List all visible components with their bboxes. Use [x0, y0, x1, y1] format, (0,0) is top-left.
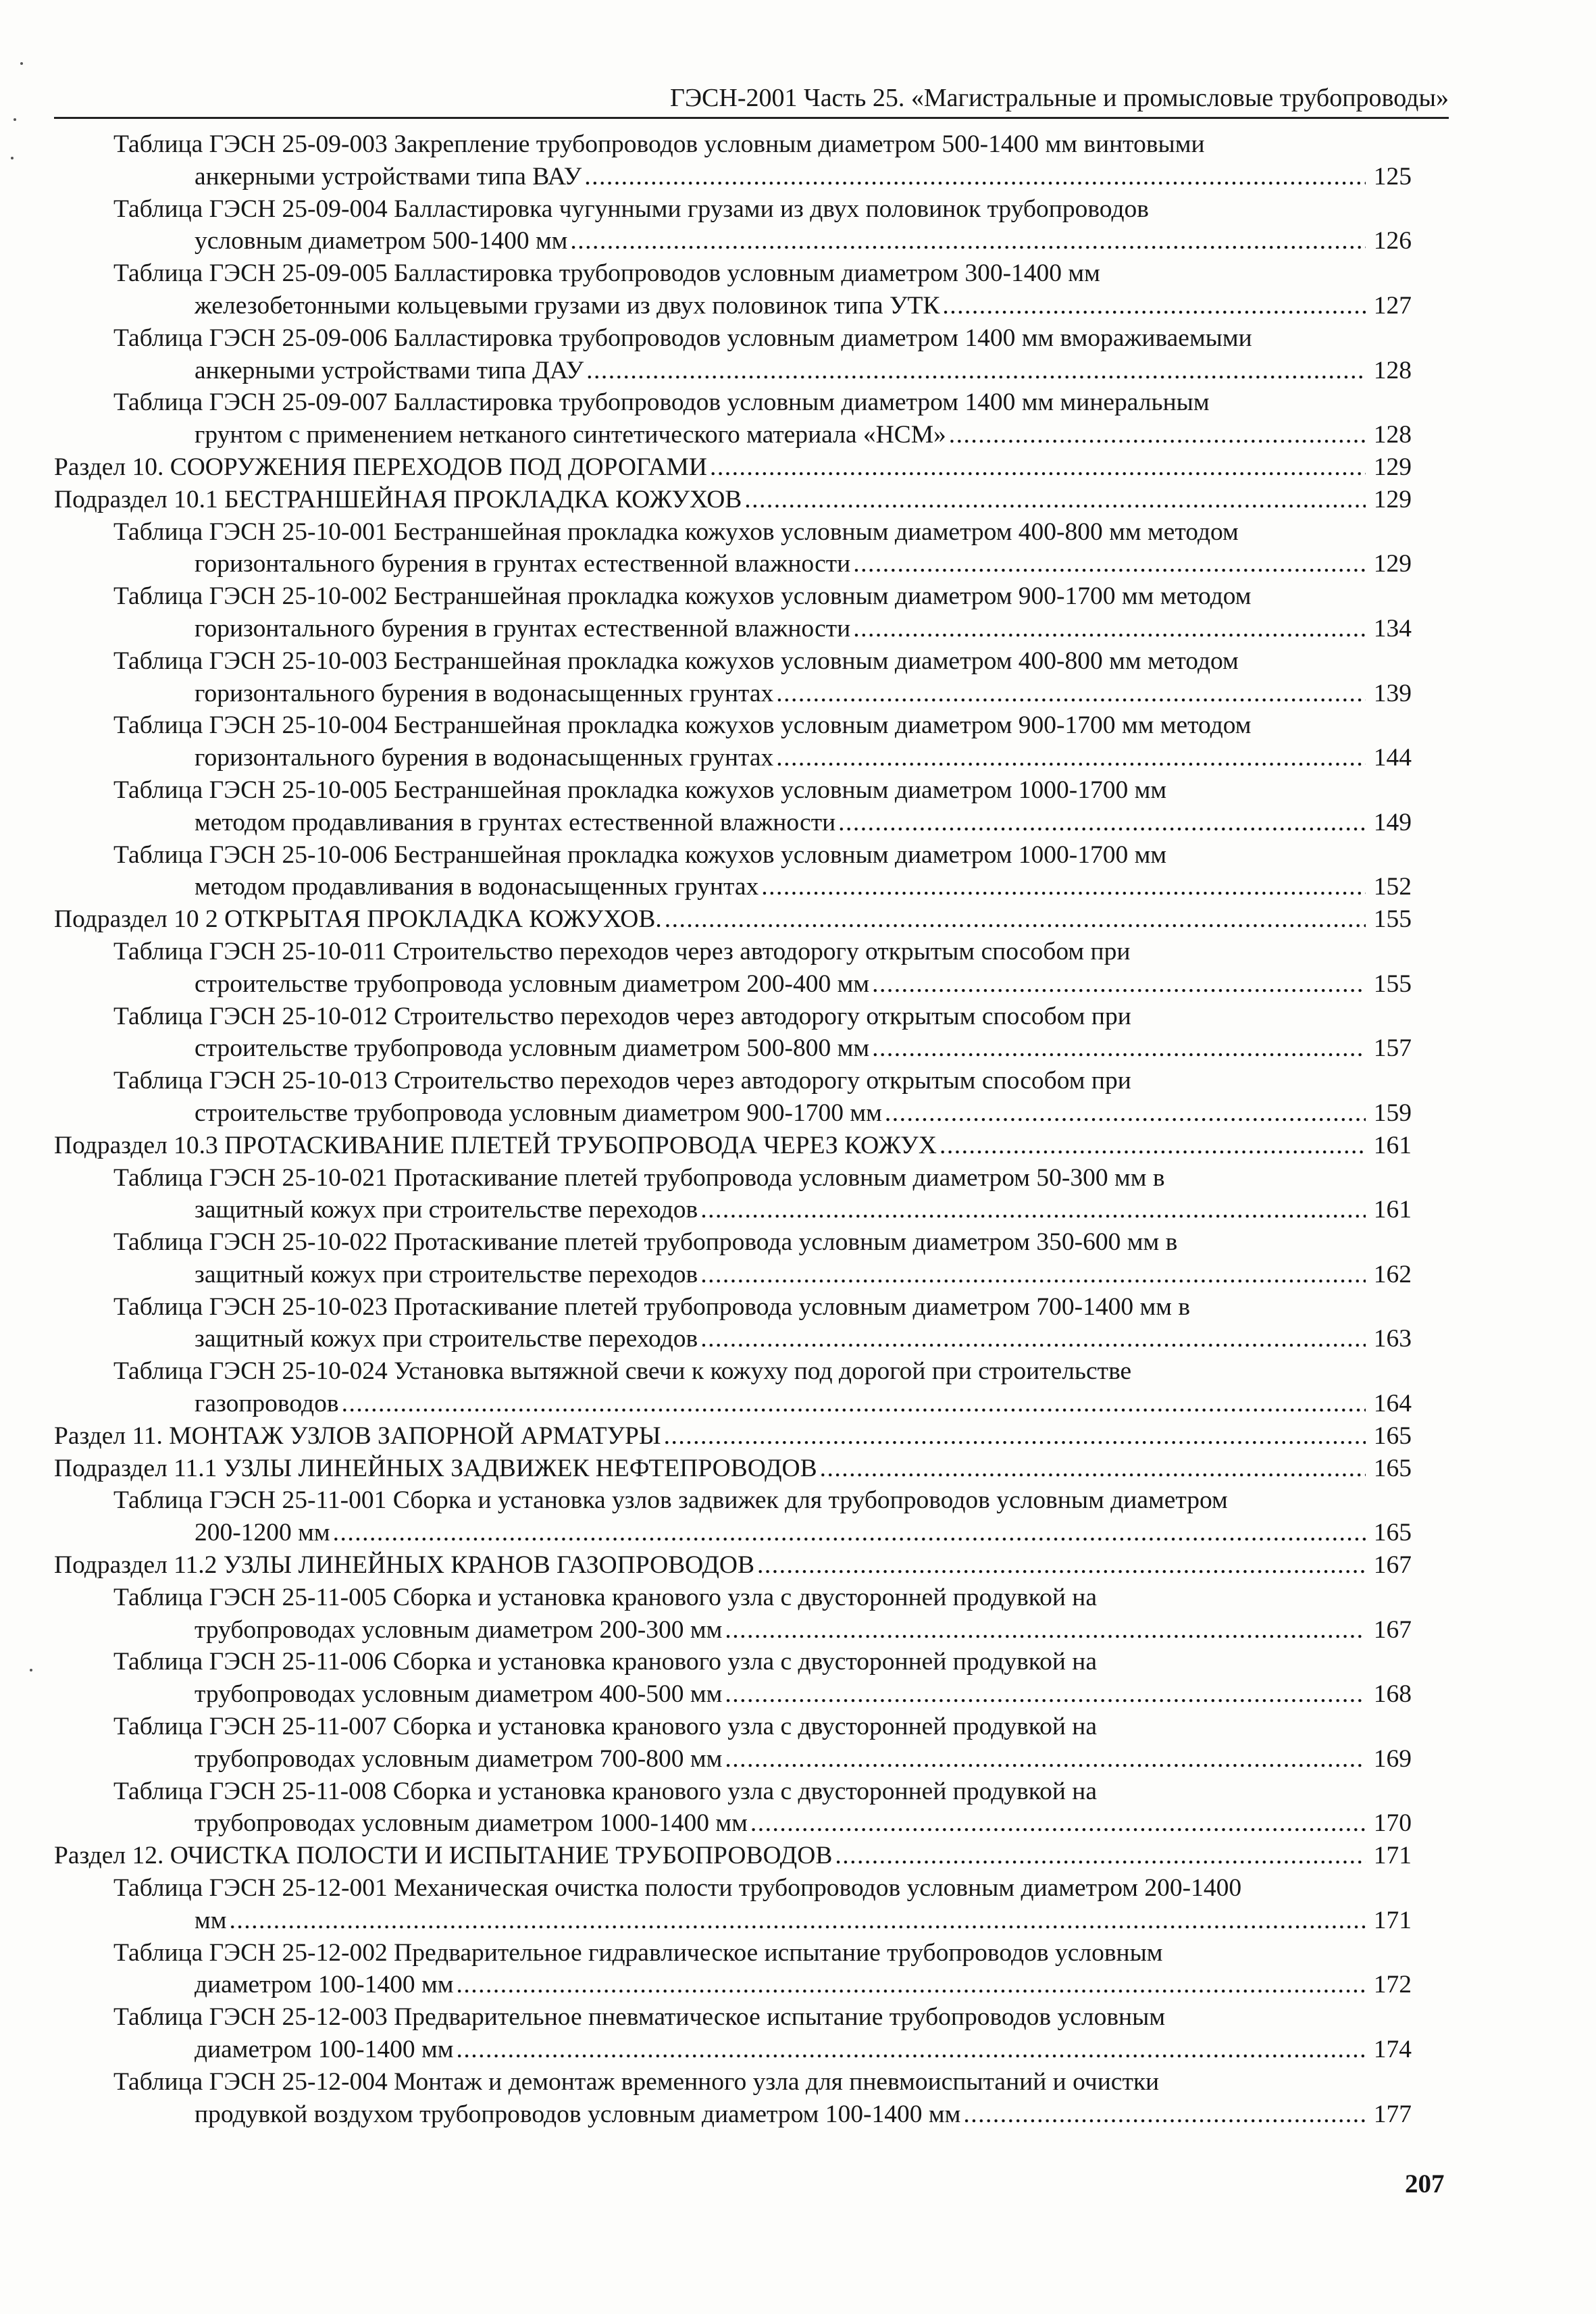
toc-entry-line	[54, 1097, 1412, 1130]
toc-entry-section	[54, 1420, 1412, 1453]
toc-entry-text: Подраздел 10.1 БЕСТРАНШЕЙНАЯ ПРОКЛАДКА КОЖУХОВ	[54, 485, 742, 513]
toc-entry-text: Таблица ГЭСН 25-11-008 Сборка и установка кранового узла с двусторонней продувкой на	[113, 1777, 1098, 1805]
dot-leader	[586, 355, 1366, 387]
toc-entry-text: Таблица ГЭСН 25-09-004 Балластировка чугунными грузами из двух половинок трубопроводов	[113, 195, 1149, 223]
toc-entry-text: грунтом с применением нетканого синтетического материала «НСМ»	[195, 421, 946, 449]
toc-entry-line	[54, 613, 1412, 645]
toc-page-number: 177	[1373, 2100, 1412, 2128]
toc-entry-text: условным диаметром 500-1400 мм	[195, 227, 568, 255]
toc-page-number: 169	[1373, 1744, 1412, 1773]
toc-page-number: 170	[1373, 1809, 1412, 1838]
dot-leader	[776, 742, 1366, 774]
toc-entry-text: мм	[195, 1906, 227, 1934]
dot-leader	[665, 903, 1366, 936]
toc-entry-table	[54, 1065, 1412, 1130]
toc-entry-line	[54, 1840, 1412, 1872]
dot-leader	[744, 484, 1366, 516]
toc-entry-line	[54, 678, 1412, 710]
toc-page-number: 165	[1373, 1422, 1412, 1450]
toc-entry-text: Таблица ГЭСН 25-11-007 Сборка и установка кранового узла с двусторонней продувкой на	[113, 1713, 1098, 1741]
toc-entry-text: Таблица ГЭСН 25-10-001 Бестраншейная прокладка кожухов условным диаметром 400-800 мм методом	[113, 518, 1239, 546]
toc-entry-text: диаметром 100-1400 мм	[195, 2036, 454, 2064]
dot-leader	[872, 1032, 1366, 1065]
dot-leader	[949, 419, 1366, 451]
toc-entry-text: Подраздел 11.2 УЗЛЫ ЛИНЕЙНЫХ КРАНОВ ГАЗОПРОВОДОВ	[54, 1551, 754, 1580]
toc-entry-text: горизонтального бурения в грунтах естественной влажности	[195, 614, 851, 643]
toc-page-number: 163	[1373, 1325, 1412, 1353]
toc-page-number: 162	[1373, 1260, 1412, 1288]
dot-leader	[835, 1840, 1366, 1872]
toc-page-number: 134	[1373, 614, 1412, 643]
toc-entry-text: Раздел 10. СООРУЖЕНИЯ ПЕРЕХОДОВ ПОД ДОРОГАМИ	[54, 453, 707, 481]
toc-page-number: 165	[1373, 1454, 1412, 1482]
toc-entry-table	[54, 322, 1412, 387]
toc-page-number: 157	[1373, 1034, 1412, 1063]
toc-entry-line	[54, 1259, 1412, 1291]
toc-entry-table	[54, 2001, 1412, 2066]
toc-entry-line	[54, 451, 1412, 484]
toc-page-number: 128	[1373, 356, 1412, 384]
toc-page-number: 129	[1373, 453, 1412, 481]
toc-entry-line	[54, 419, 1412, 451]
toc-entry-text: Таблица ГЭСН 25-10-024 Установка вытяжной свечи к кожуху под дорогой при строительстве	[113, 1357, 1132, 1386]
toc-entry-line	[54, 1614, 1412, 1646]
dot-leader	[584, 161, 1366, 193]
toc-entry-text: горизонтального бурения в водонасыщенных грунтах	[195, 679, 774, 707]
toc-entry-line	[54, 1905, 1412, 1937]
toc-page-number: 129	[1373, 550, 1412, 578]
toc-entry-line	[54, 1194, 1412, 1226]
toc-entry-table	[54, 709, 1412, 774]
toc-entry-table	[54, 386, 1412, 451]
toc-entry-subsection	[54, 1453, 1412, 1485]
toc-entry-table	[54, 1291, 1412, 1356]
running-header: ГЭСН-2001 Часть 25. «Магистральные и промысловые трубопроводы»	[54, 79, 1449, 119]
toc-page-number: 174	[1373, 2036, 1412, 2064]
toc-entry-line	[54, 1678, 1412, 1711]
dot-leader	[750, 1807, 1366, 1840]
toc-page-number: 159	[1373, 1099, 1412, 1127]
dot-leader	[725, 1678, 1366, 1711]
toc-entry-line	[54, 290, 1412, 322]
dot-leader	[838, 807, 1366, 839]
toc-entry-text: Таблица ГЭСН 25-12-001 Механическая очистка полости трубопроводов условным диаметром 200-1400	[113, 1874, 1242, 1903]
toc-entry-text: Таблица ГЭСН 25-10-022 Протаскивание плетей трубопровода условным диаметром 350-600 мм в	[113, 1228, 1178, 1257]
toc-entry-text: защитный кожух при строительстве переходов	[195, 1260, 698, 1288]
toc-entry-line	[54, 807, 1412, 839]
toc-entry-line	[54, 871, 1412, 903]
toc-entry-text: Таблица ГЭСН 25-10-013 Строительство переходов через автодорогу открытым способом при	[113, 1067, 1131, 1095]
toc-entry-line	[54, 548, 1412, 580]
toc-entry-table	[54, 128, 1412, 193]
toc-entry-text: анкерными устройствами типа ДАУ	[195, 356, 584, 384]
toc-entry-text: трубопроводах условным диаметром 1000-1400 мм	[195, 1809, 748, 1838]
toc-entry-table	[54, 516, 1412, 581]
toc-entry-text: Таблица ГЭСН 25-11-001 Сборка и установка узлов задвижек для трубопроводов условным диаметром	[113, 1486, 1228, 1515]
toc-entry-line	[54, 1969, 1412, 2001]
dot-leader	[664, 1420, 1366, 1453]
dot-leader	[333, 1517, 1366, 1549]
toc-entry-text: Таблица ГЭСН 25-09-003 Закрепление трубопроводов условным диаметром 500-1400 мм винтовыми	[113, 130, 1205, 158]
toc-page-number: 164	[1373, 1390, 1412, 1418]
toc-entry-text: методом продавливания в водонасыщенных грунтах	[195, 873, 759, 901]
dot-leader	[939, 1130, 1366, 1162]
toc-entry-text: защитный кожух при строительстве переходов	[195, 1325, 698, 1353]
toc-entry-text: трубопроводах условным диаметром 700-800 мм	[195, 1744, 723, 1773]
toc-entry-line	[54, 1130, 1412, 1162]
toc-entry-text: Таблица ГЭСН 25-11-005 Сборка и установка кранового узла с двусторонней продувкой на	[113, 1583, 1098, 1611]
table-of-contents	[54, 128, 1412, 2130]
toc-entry-text: Таблица ГЭСН 25-10-021 Протаскивание плетей трубопровода условным диаметром 50-300 мм в	[113, 1163, 1165, 1192]
toc-entry-text: Таблица ГЭСН 25-10-005 Бестраншейная прокладка кожухов условным диаметром 1000-1700 мм	[113, 776, 1167, 804]
toc-page-number: 152	[1373, 873, 1412, 901]
toc-entry-table	[54, 1711, 1412, 1776]
dot-leader	[710, 451, 1366, 484]
toc-page-number: 167	[1373, 1615, 1412, 1644]
toc-entry-text: железобетонными кольцевыми грузами из двух половинок типа УТК	[195, 291, 940, 320]
toc-entry-table	[54, 1646, 1412, 1711]
toc-entry-table	[54, 193, 1412, 258]
toc-entry-text: продувкой воздухом трубопроводов условным диаметром 100-1400 мм	[195, 2100, 961, 2128]
toc-entry-text: Раздел 12. ОЧИСТКА ПОЛОСТИ И ИСПЫТАНИЕ ТРУБОПРОВОДОВ	[54, 1842, 833, 1870]
dot-leader	[757, 1549, 1366, 1582]
scan-speck	[20, 62, 23, 65]
toc-entry-text: трубопроводах условным диаметром 400-500 мм	[195, 1680, 723, 1709]
toc-entry-line	[54, 1807, 1412, 1840]
dot-leader	[776, 678, 1366, 710]
toc-entry-line	[54, 968, 1412, 1001]
toc-entry-table	[54, 1582, 1412, 1646]
toc-page-number: 168	[1373, 1680, 1412, 1709]
toc-entry-text: строительстве трубопровода условным диаметром 200-400 мм	[195, 970, 870, 998]
toc-entry-line	[54, 1420, 1412, 1453]
toc-entry-table	[54, 1937, 1412, 2002]
dot-leader	[570, 225, 1366, 257]
dot-leader	[342, 1388, 1366, 1420]
dot-leader	[229, 1905, 1366, 1937]
toc-page-number: 139	[1373, 679, 1412, 707]
toc-entry-text: Подраздел 11.1 УЗЛЫ ЛИНЕЙНЫХ ЗАДВИЖЕК НЕФТЕПРОВОДОВ	[54, 1454, 817, 1482]
toc-entry-line	[54, 1743, 1412, 1776]
toc-page-number: 128	[1373, 421, 1412, 449]
toc-page-number: 155	[1373, 970, 1412, 998]
toc-entry-text: Таблица ГЭСН 25-12-003 Предварительное пневматическое испытание трубопроводов условным	[113, 2003, 1166, 2032]
toc-entry-table	[54, 1872, 1412, 1937]
toc-entry-line	[54, 903, 1412, 936]
toc-entry-line	[54, 225, 1412, 257]
dot-leader	[853, 613, 1366, 645]
dot-leader	[820, 1453, 1366, 1485]
toc-entry-table	[54, 2066, 1412, 2131]
toc-page-number: 161	[1373, 1131, 1412, 1159]
dot-leader	[456, 2034, 1366, 2066]
toc-page-number: 155	[1373, 905, 1412, 934]
toc-entry-text: Таблица ГЭСН 25-10-002 Бестраншейная прокладка кожухов условным диаметром 900-1700 мм методом	[113, 582, 1252, 611]
dot-leader	[700, 1323, 1366, 1355]
dot-leader	[456, 1969, 1366, 2001]
toc-entry-text: Таблица ГЭСН 25-09-007 Балластировка трубопроводов условным диаметром 1400 мм минеральным	[113, 388, 1210, 417]
dot-leader	[963, 2098, 1366, 2131]
toc-page-number: 165	[1373, 1519, 1412, 1547]
dot-leader	[700, 1194, 1366, 1226]
toc-page-number: 171	[1373, 1906, 1412, 1934]
toc-entry-text: трубопроводах условным диаметром 200-300 мм	[195, 1615, 723, 1644]
toc-entry-text: диаметром 100-1400 мм	[195, 1971, 454, 1999]
toc-entry-subsection	[54, 903, 1412, 936]
toc-page-number: 161	[1373, 1196, 1412, 1224]
dot-leader	[725, 1743, 1366, 1776]
toc-entry-table	[54, 774, 1412, 839]
toc-entry-table	[54, 580, 1412, 645]
toc-entry-text: Таблица ГЭСН 25-10-004 Бестраншейная прокладка кожухов условным диаметром 900-1700 мм методом	[113, 711, 1252, 740]
scan-speck	[14, 118, 16, 121]
toc-entry-text: Таблица ГЭСН 25-12-002 Предварительное гидравлическое испытание трубопроводов условным	[113, 1938, 1163, 1967]
toc-entry-line	[54, 2034, 1412, 2066]
toc-entry-text: Раздел 11. МОНТАЖ УЗЛОВ ЗАПОРНОЙ АРМАТУРЫ	[54, 1422, 661, 1450]
toc-entry-subsection	[54, 484, 1412, 516]
toc-entry-text: Подраздел 10 2 ОТКРЫТАЯ ПРОКЛАДКА КОЖУХОВ.	[54, 905, 662, 934]
toc-entry-table	[54, 839, 1412, 904]
toc-entry-table	[54, 645, 1412, 710]
scan-speck	[11, 157, 14, 159]
dot-leader	[942, 290, 1366, 322]
toc-entry-text: 200-1200 мм	[195, 1519, 330, 1547]
toc-entry-text: Таблица ГЭСН 25-10-006 Бестраншейная прокладка кожухов условным диаметром 1000-1700 мм	[113, 840, 1167, 869]
toc-entry-table	[54, 1226, 1412, 1291]
toc-entry-text: Таблица ГЭСН 25-11-006 Сборка и установка кранового узла с двусторонней продувкой на	[113, 1648, 1098, 1676]
toc-page-number: 144	[1373, 744, 1412, 772]
toc-entry-line	[54, 1549, 1412, 1582]
toc-entry-line	[54, 1388, 1412, 1420]
toc-entry-section	[54, 1840, 1412, 1872]
toc-page-number: 172	[1373, 1971, 1412, 1999]
toc-entry-table	[54, 1355, 1412, 1420]
toc-entry-text: Подраздел 10.3 ПРОТАСКИВАНИЕ ПЛЕТЕЙ ТРУБОПРОВОДА ЧЕРЕЗ КОЖУХ	[54, 1131, 937, 1159]
toc-page-number: 167	[1373, 1551, 1412, 1580]
toc-page-number: 171	[1373, 1842, 1412, 1870]
toc-entry-line	[54, 1517, 1412, 1549]
toc-entry-text: строительстве трубопровода условным диаметром 500-800 мм	[195, 1034, 870, 1063]
toc-entry-line	[54, 355, 1412, 387]
toc-entry-line	[54, 1032, 1412, 1065]
toc-entry-section	[54, 451, 1412, 484]
toc-page-number: 126	[1373, 227, 1412, 255]
toc-entry-text: защитный кожух при строительстве переходов	[195, 1196, 698, 1224]
dot-leader	[872, 968, 1366, 1001]
dot-leader	[700, 1259, 1366, 1291]
toc-entry-table	[54, 1162, 1412, 1227]
toc-entry-text: Таблица ГЭСН 25-09-005 Балластировка трубопроводов условным диаметром 300-1400 мм	[113, 259, 1100, 288]
toc-entry-table	[54, 1776, 1412, 1840]
toc-entry-text: горизонтального бурения в водонасыщенных грунтах	[195, 744, 774, 772]
toc-entry-text: Таблица ГЭСН 25-09-006 Балластировка трубопроводов условным диаметром 1400 мм вмораживаемыми	[113, 324, 1252, 352]
toc-entry-text: Таблица ГЭСН 25-10-012 Строительство переходов через автодорогу открытым способом при	[113, 1002, 1131, 1030]
toc-entry-table	[54, 936, 1412, 1001]
scan-speck	[30, 1669, 32, 1671]
toc-entry-line	[54, 161, 1412, 193]
toc-page-number: 129	[1373, 485, 1412, 513]
toc-entry-text: методом продавливания в грунтах естественной влажности	[195, 808, 836, 836]
toc-entry-text: горизонтального бурения в грунтах естественной влажности	[195, 550, 851, 578]
toc-page-number: 125	[1373, 162, 1412, 191]
dot-leader	[725, 1614, 1366, 1646]
dot-leader	[885, 1097, 1366, 1130]
page-number: 207	[1405, 2169, 1445, 2198]
toc-entry-text: анкерными устройствами типа ВАУ	[195, 162, 582, 191]
toc-entry-text: строительстве трубопровода условным диаметром 900-1700 мм	[195, 1099, 882, 1127]
toc-entry-line	[54, 1323, 1412, 1355]
dot-leader	[761, 871, 1366, 903]
toc-entry-text: Таблица ГЭСН 25-10-011 Строительство переходов через автодорогу открытым способом при	[113, 937, 1131, 965]
toc-entry-text: Таблица ГЭСН 25-10-003 Бестраншейная прокладка кожухов условным диаметром 400-800 мм методом	[113, 647, 1239, 675]
toc-entry-subsection	[54, 1549, 1412, 1582]
toc-entry-text: газопроводов	[195, 1390, 339, 1418]
toc-entry-line	[54, 742, 1412, 774]
toc-entry-text: Таблица ГЭСН 25-10-023 Протаскивание плетей трубопровода условным диаметром 700-1400 мм в	[113, 1292, 1191, 1321]
toc-entry-line	[54, 2098, 1412, 2131]
toc-entry-table	[54, 1001, 1412, 1065]
dot-leader	[853, 548, 1366, 580]
toc-entry-text: Таблица ГЭСН 25-12-004 Монтаж и демонтаж временного узла для пневмоиспытаний и очистки	[113, 2067, 1160, 2096]
toc-entry-table	[54, 257, 1412, 322]
toc-page-number: 127	[1373, 291, 1412, 320]
toc-entry-subsection	[54, 1130, 1412, 1162]
toc-entry-table	[54, 1484, 1412, 1549]
toc-entry-line	[54, 484, 1412, 516]
toc-entry-line	[54, 1453, 1412, 1485]
toc-page-number: 149	[1373, 808, 1412, 836]
